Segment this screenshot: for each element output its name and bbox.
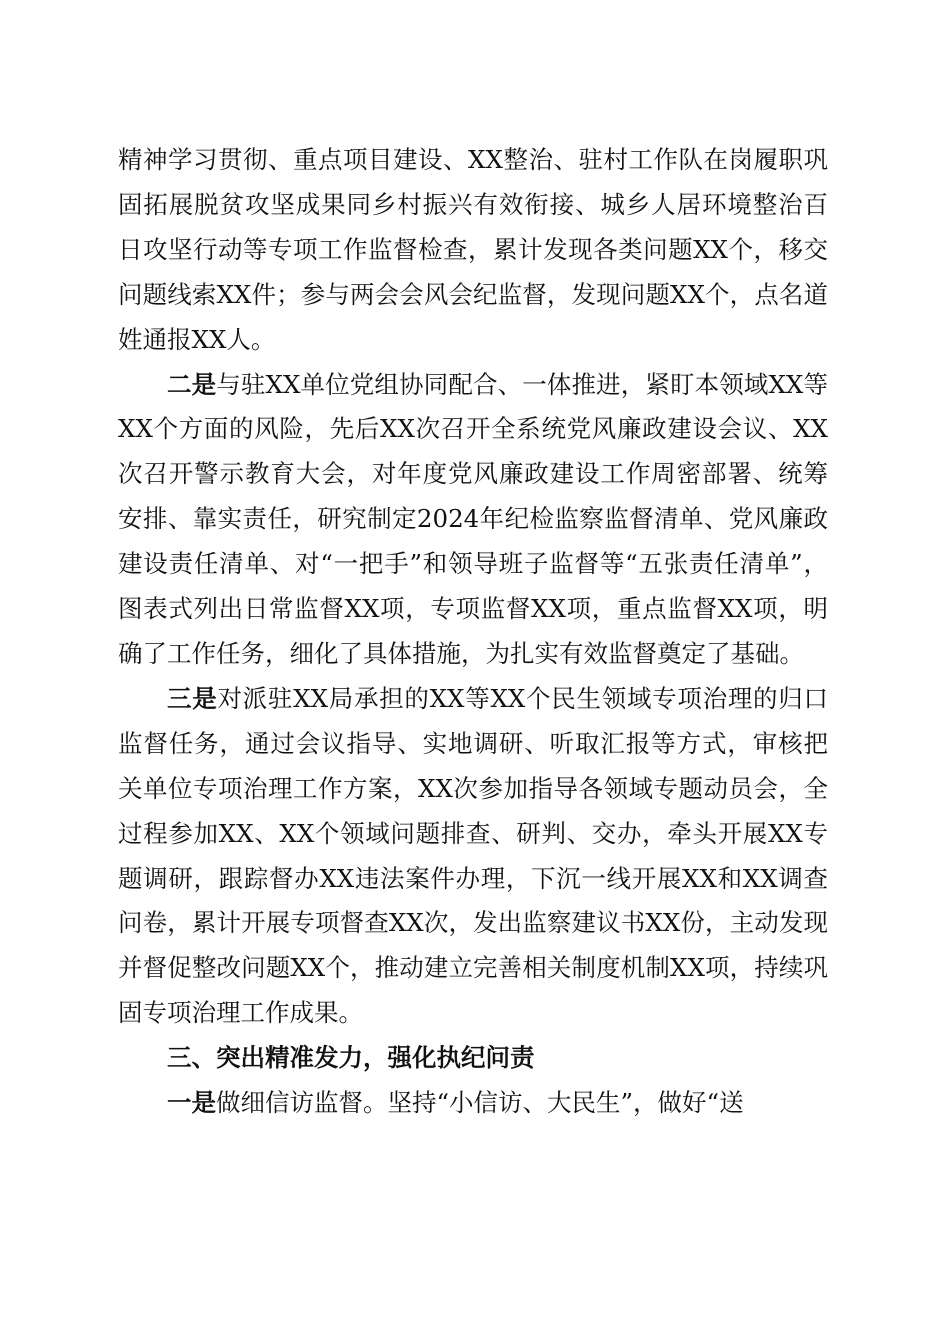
paragraph-2-lead: 二是 [167,369,217,399]
paragraph-4-text: 做细信访监督。坚持“小信访、大民生”，做好“送 [216,1088,744,1118]
paragraph-3-lead: 三是 [167,683,218,713]
paragraph-1 [118,138,828,363]
paragraph-4 [118,1081,828,1126]
paragraph-3 [118,677,828,1036]
document-body [118,138,828,1126]
paragraph-2-text: 与驻XX单位党组协同配合、一体推进，紧盯本领域XX等XX个方面的风险，先后XX次召开全系统党风廉政建设会议、XX次召开警示教育大会，对年度党风廉政建设工作周密部署、统筹安排、靠实责任，研究制定2024年纪检监察监督清单、党风廉政建设责任清单、对“一把手”和领导班子监督等“五张责任清单”，图表式列出日常监督XX项，专项监督XX项，重点监督XX项，明确了工作任务，细化了具体措施，为扎实有效监督奠定了基础。 [118,369,829,668]
section-heading: 三、突出精准发力，强化执纪问责 [167,1043,535,1073]
paragraph-1-text: 精神学习贯彻、重点项目建设、XX整治、驻村工作队在岗履职巩固拓展脱贫攻坚成果同乡村振兴有效衔接、城乡人居环境整治百日攻坚行动等专项工作监督检查，累计发现各类问题XX个，移交问题线索XX件；参与两会会风会纪监督，发现问题XX个，点名道姓通报XX人。 [118,145,828,354]
paragraph-4-lead: 一是 [167,1088,216,1118]
paragraph-3-text: 对派驻XX局承担的XX等XX个民生领域专项治理的归口监督任务，通过会议指导、实地调研、听取汇报等方式，审核把关单位专项治理工作方案，XX次参加指导各领域专题动员会，全过程参加XX、XX个领域问题排查、研判、交办，牵头开展XX专题调研，跟踪督办XX违法案件办理，下沉一线开展XX和XX调查问卷，累计开展专项督查XX次，发出监察建议书XX份，主动发现并督促整改问题XX个，推动建立完善相关制度机制XX项，持续巩固专项治理工作成果。 [118,683,829,1028]
paragraph-2 [118,363,828,677]
